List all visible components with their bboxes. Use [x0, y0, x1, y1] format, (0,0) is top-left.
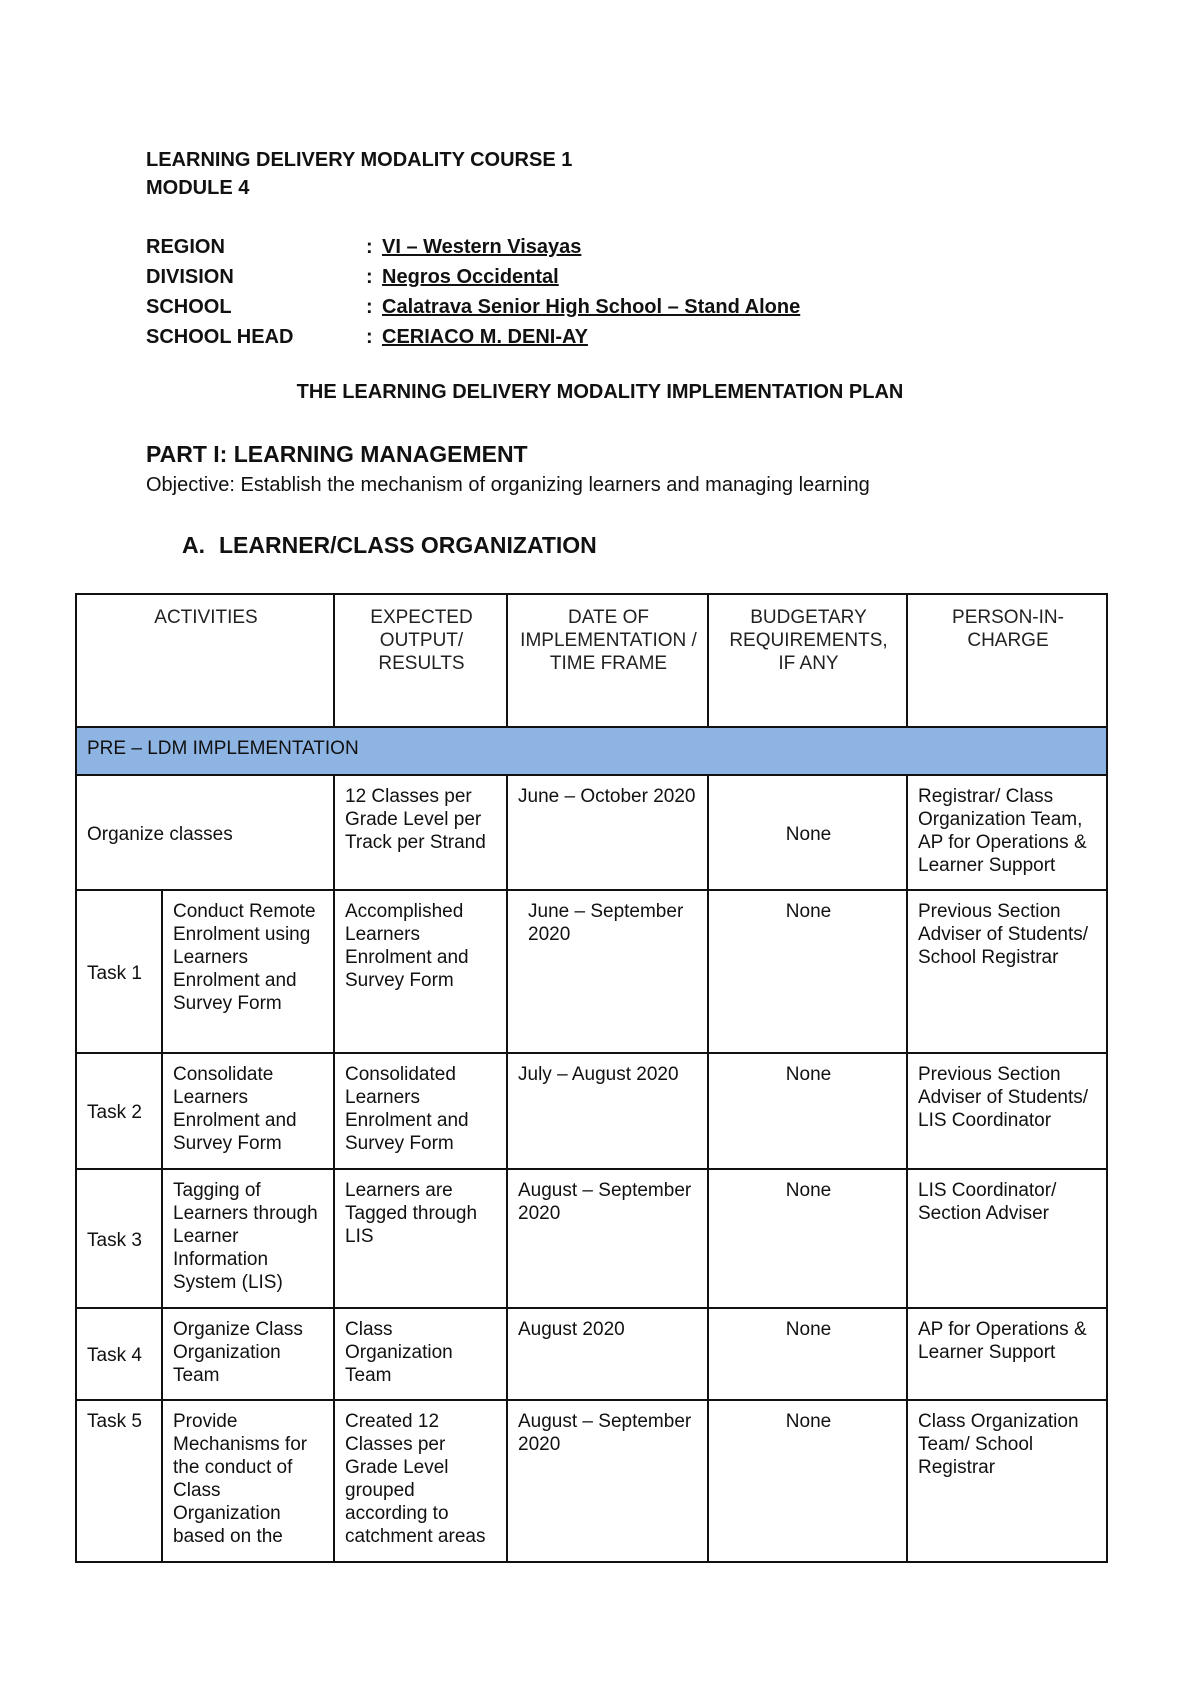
cell-output: 12 Classes per Grade Level per Track per Strand	[334, 775, 507, 890]
cell-task: Task 1	[76, 890, 162, 1053]
phase-label: PRE – LDM IMPLEMENTATION	[76, 727, 1107, 775]
cell-date: August – September 2020	[507, 1169, 708, 1308]
section-title	[182, 532, 597, 559]
cell-date: August 2020	[507, 1308, 708, 1400]
info-row-school-head	[146, 322, 800, 352]
info-value: CERIACO M. DENI-AY	[382, 326, 588, 348]
cell-budget: None	[708, 1400, 907, 1562]
module-title: MODULE 4	[146, 177, 250, 199]
header-person-in-charge: PERSON-IN-CHARGE	[907, 594, 1107, 727]
school-info	[146, 232, 800, 352]
info-value: VI – Western Visayas	[382, 236, 582, 258]
table-row	[76, 1053, 1107, 1169]
cell-output: Created 12 Classes per Grade Level grouped according to catchment areas	[334, 1400, 507, 1562]
phase-row	[76, 727, 1107, 775]
cell-person: AP for Operations & Learner Support	[907, 1308, 1107, 1400]
part-title: PART I: LEARNING MANAGEMENT	[146, 441, 528, 467]
header-date: DATE OF IMPLEMENTATION / TIME FRAME	[507, 594, 708, 727]
table-row	[76, 1400, 1107, 1562]
info-label: DIVISION	[146, 266, 234, 288]
cell-output: Class Organization Team	[334, 1308, 507, 1400]
info-colon: :	[366, 296, 373, 318]
table-row	[76, 1308, 1107, 1400]
info-colon: :	[366, 236, 373, 258]
table-row	[76, 775, 1107, 890]
info-colon: :	[366, 266, 373, 288]
header-activities: ACTIVITIES	[76, 594, 334, 727]
cell-date: August – September 2020	[507, 1400, 708, 1562]
cell-person: Previous Section Adviser of Students/ LIS Coordinator	[907, 1053, 1107, 1169]
cell-output: Consolidated Learners Enrolment and Survey Form	[334, 1053, 507, 1169]
info-label: SCHOOL HEAD	[146, 326, 294, 348]
cell-activity: Provide Mechanisms for the conduct of Class Organization based on the	[162, 1400, 334, 1562]
info-value: Negros Occidental	[382, 266, 559, 288]
table-header-row	[76, 594, 1107, 727]
cell-person: Previous Section Adviser of Students/ School Registrar	[907, 890, 1107, 1053]
cell-budget: None	[708, 1308, 907, 1400]
objective-text: Objective: Establish the mechanism of organizing learners and managing learning	[146, 474, 870, 496]
cell-date: July – August 2020	[507, 1053, 708, 1169]
document-header	[146, 146, 572, 202]
cell-activity: Conduct Remote Enrolment using Learners Enrolment and Survey Form	[162, 890, 334, 1053]
cell-task: Task 2	[76, 1053, 162, 1169]
info-row-division	[146, 262, 800, 292]
info-row-school	[146, 292, 800, 322]
cell-date: June – September 2020	[507, 890, 708, 1053]
info-label: SCHOOL	[146, 296, 232, 318]
cell-output: Learners are Tagged through LIS	[334, 1169, 507, 1308]
cell-budget: None	[708, 775, 907, 890]
cell-output: Accomplished Learners Enrolment and Survey Form	[334, 890, 507, 1053]
info-colon: :	[366, 326, 373, 348]
cell-date: June – October 2020	[507, 775, 708, 890]
cell-activity: Consolidate Learners Enrolment and Survey Form	[162, 1053, 334, 1169]
header-expected-output: EXPECTED OUTPUT/ RESULTS	[334, 594, 507, 727]
cell-person: Class Organization Team/ School Registrar	[907, 1400, 1107, 1562]
cell-person: Registrar/ Class Organization Team, AP for Operations & Learner Support	[907, 775, 1107, 890]
cell-budget: None	[708, 890, 907, 1053]
cell-activity: Organize Class Organization Team	[162, 1308, 334, 1400]
info-label: REGION	[146, 236, 225, 258]
cell-budget: None	[708, 1053, 907, 1169]
header-budget: BUDGETARY REQUIREMENTS, IF ANY	[708, 594, 907, 727]
course-title: LEARNING DELIVERY MODALITY COURSE 1	[146, 149, 573, 171]
cell-task: Task 5	[76, 1400, 162, 1562]
main-activity: Organize classes	[76, 775, 334, 890]
info-row-region	[146, 232, 800, 262]
cell-budget: None	[708, 1169, 907, 1308]
table-row	[76, 1169, 1107, 1308]
info-value: Calatrava Senior High School – Stand Alone	[382, 296, 801, 318]
cell-task: Task 3	[76, 1169, 162, 1308]
cell-activity: Tagging of Learners through Learner Information System (LIS)	[162, 1169, 334, 1308]
table-row	[76, 890, 1107, 1053]
implementation-plan-table	[75, 593, 1108, 1563]
plan-title: THE LEARNING DELIVERY MODALITY IMPLEMENTATION PLAN	[296, 381, 904, 403]
section-letter: A.	[182, 532, 205, 558]
section-name: LEARNER/CLASS ORGANIZATION	[219, 532, 597, 558]
cell-task: Task 4	[76, 1308, 162, 1400]
cell-person: LIS Coordinator/ Section Adviser	[907, 1169, 1107, 1308]
